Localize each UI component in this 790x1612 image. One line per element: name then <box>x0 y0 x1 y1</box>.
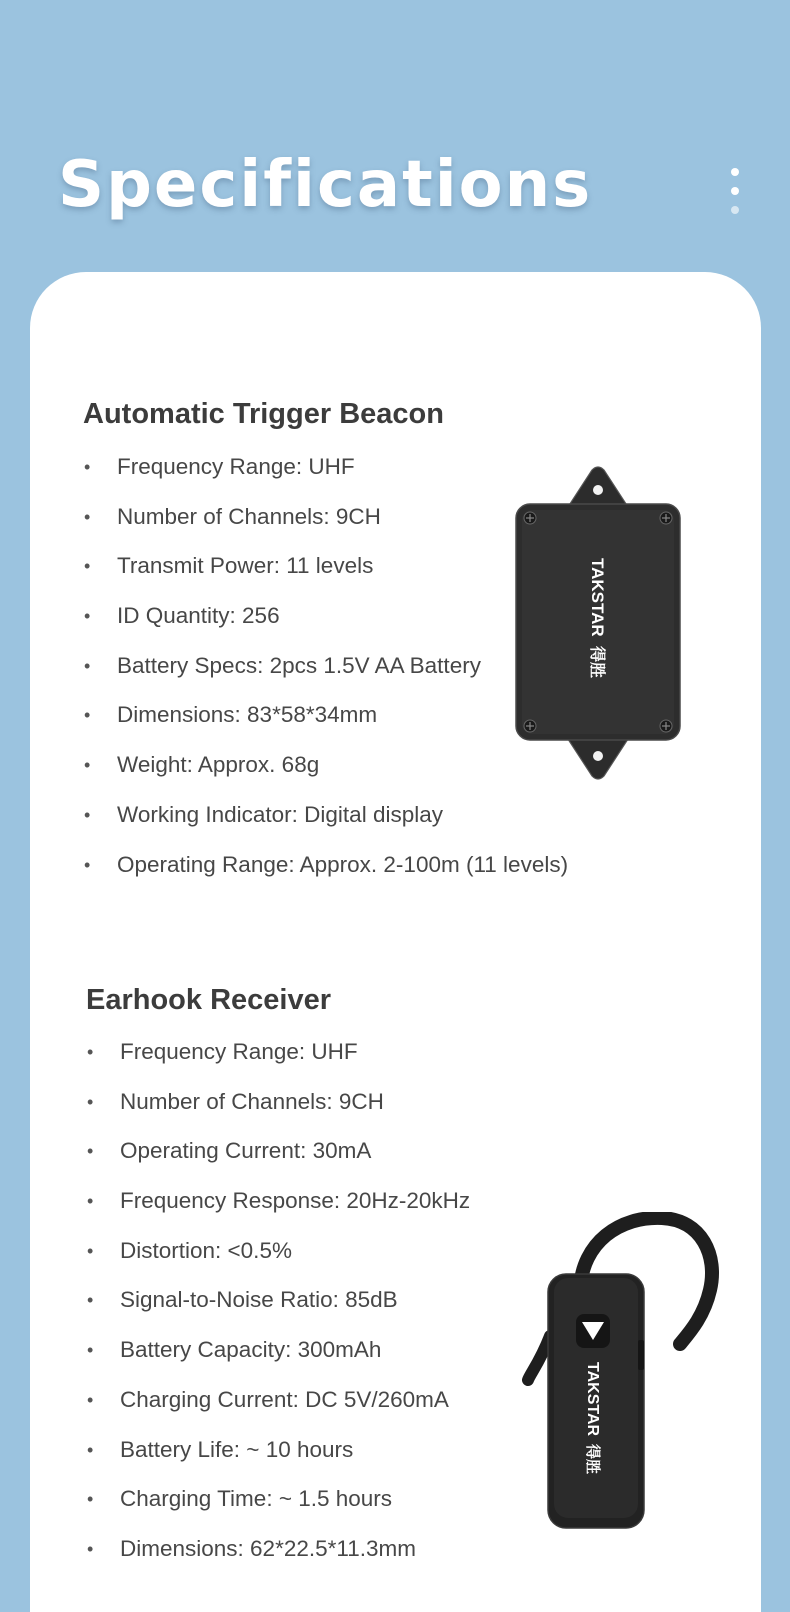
receiver-brand-logo-cn: 得胜 <box>584 1444 602 1475</box>
beacon-brand-logo: TAKSTAR <box>588 558 607 637</box>
spec-item: • Frequency Response: 20Hz-20kHz <box>87 1186 470 1236</box>
spec-item: • Dimensions: 62*22.5*11.3mm <box>87 1534 470 1584</box>
earhook-receiver-image <box>520 1212 720 1530</box>
menu-dot <box>731 187 739 195</box>
receiver-spec-list <box>87 1037 470 1584</box>
spec-item: • Distortion: <0.5% <box>87 1236 470 1286</box>
beacon-spec-list <box>84 452 568 899</box>
more-vertical-icon[interactable] <box>726 168 744 214</box>
spec-item: • Operating Current: 30mA <box>87 1136 470 1186</box>
spec-item: • Operating Range: Approx. 2-100m (11 levels) <box>84 850 568 900</box>
spec-item: • Working Indicator: Digital display <box>84 800 568 850</box>
spec-item: • ID Quantity: 256 <box>84 601 568 651</box>
spec-item: • Signal-to-Noise Ratio: 85dB <box>87 1285 470 1335</box>
spec-item: • Battery Life: ~ 10 hours <box>87 1435 470 1485</box>
spec-item: • Battery Specs: 2pcs 1.5V AA Battery <box>84 651 568 701</box>
spec-item: • Transmit Power: 11 levels <box>84 551 568 601</box>
receiver-brand-logo: TAKSTAR <box>584 1362 601 1437</box>
spec-item: • Charging Time: ~ 1.5 hours <box>87 1484 470 1534</box>
spec-item: • Number of Channels: 9CH <box>87 1087 470 1137</box>
beacon-brand-logo-cn: 得胜 <box>588 646 607 679</box>
menu-dot <box>731 168 739 176</box>
beacon-section-title: Automatic Trigger Beacon <box>83 398 444 430</box>
menu-dot <box>731 206 739 214</box>
spec-item: • Charging Current: DC 5V/260mA <box>87 1385 470 1435</box>
spec-item: • Frequency Range: UHF <box>84 452 568 502</box>
spec-item: • Weight: Approx. 68g <box>84 750 568 800</box>
beacon-device-image <box>512 462 684 784</box>
receiver-section-title: Earhook Receiver <box>86 984 332 1016</box>
spec-item: • Number of Channels: 9CH <box>84 502 568 552</box>
spec-item: • Battery Capacity: 300mAh <box>87 1335 470 1385</box>
spec-item: • Frequency Range: UHF <box>87 1037 470 1087</box>
page-title: Specifications <box>58 148 593 222</box>
spec-item: • Dimensions: 83*58*34mm <box>84 700 568 750</box>
